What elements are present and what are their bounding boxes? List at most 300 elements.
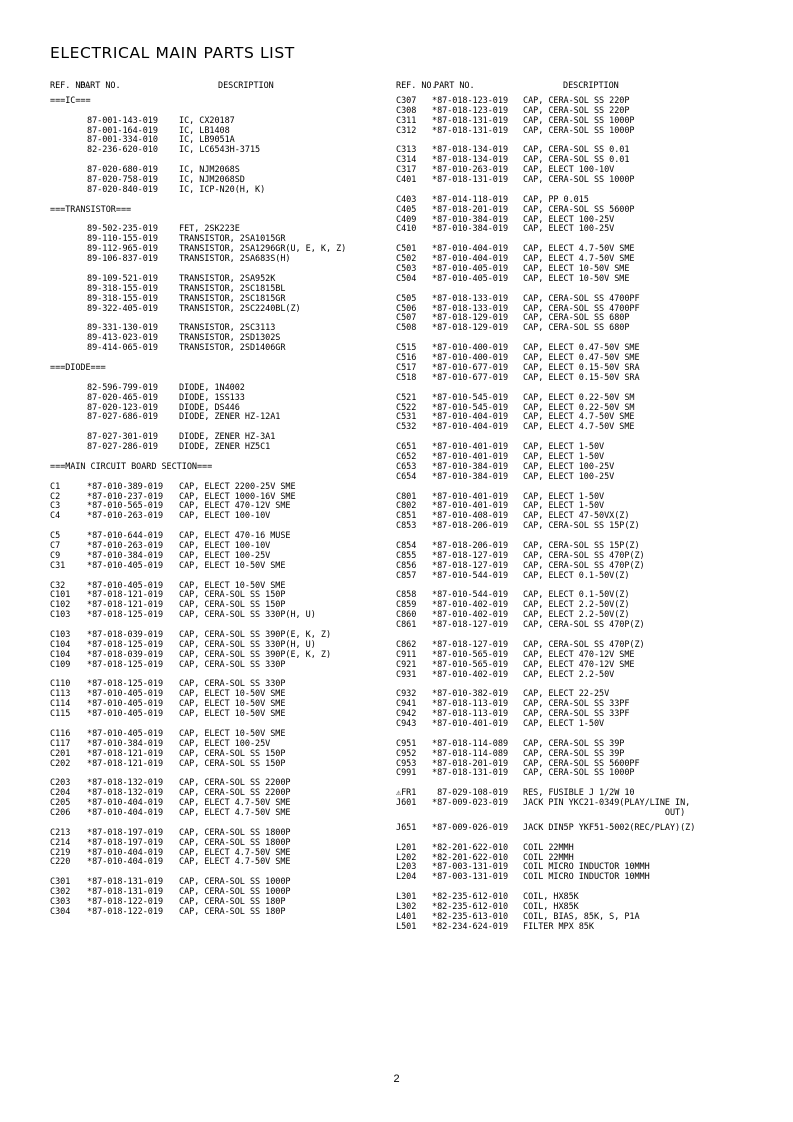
ref-no: C521 — [396, 392, 417, 403]
part-description: CAP, ELECT 10-50V SME — [179, 709, 286, 720]
ref-no: C201 — [50, 748, 71, 759]
part-description: CAP, CERA-SOL SS 2200P — [179, 778, 291, 789]
part-description: JACK PIN YKC21-0349(PLAY/LINE IN, — [523, 798, 691, 809]
part-no: *87-018-132-019 — [87, 788, 164, 799]
ref-no: C857 — [396, 570, 417, 581]
part-description: TRANSISTOR, 2SD1406GR — [179, 343, 286, 354]
ref-no: C117 — [50, 738, 71, 749]
ref-no: C991 — [396, 768, 417, 779]
part-description: CAP, CERA-SOL SS 220P — [523, 105, 630, 116]
ref-no: C932 — [396, 689, 417, 700]
ref-no: C516 — [396, 353, 417, 364]
ref-no: C409 — [396, 214, 417, 225]
parts-list-row — [396, 809, 756, 819]
ref-no: C103 — [50, 629, 71, 640]
part-no: *87-018-125-019 — [87, 639, 164, 650]
part-description: DIODE, 1N4002 — [179, 382, 245, 393]
part-description: CAP, CERA-SOL SS 39P — [523, 738, 625, 749]
part-description: CAP, ELECT 2.2-50V(Z) — [523, 600, 630, 611]
part-no: 89-502-235-019 — [87, 224, 158, 235]
part-no: *87-010-565-019 — [432, 649, 509, 660]
ref-no: C303 — [50, 897, 71, 908]
ref-no: C504 — [396, 273, 417, 284]
part-description: CAP, ELECT 10-50V SME — [179, 699, 286, 710]
part-description: CAP, CERA-SOL SS 0.01 — [523, 145, 630, 156]
ref-no: L203 — [396, 862, 417, 873]
parts-list-row — [50, 186, 390, 196]
ref-no: C522 — [396, 402, 417, 413]
part-description: CAP, ELECT 0.1-50V(Z) — [523, 570, 630, 581]
part-description: CAP, CERA-SOL SS 1800P — [179, 827, 291, 838]
ref-no: C401 — [396, 175, 417, 186]
part-no: *87-018-201-019 — [432, 204, 509, 215]
parts-list-row — [50, 146, 390, 156]
part-description: CAP, ELECT 0.15-50V SRA — [523, 372, 640, 383]
part-description: TRANSISTOR, 2SA1296GR(U, E, K, Z) — [179, 244, 347, 255]
ref-no: C103 — [50, 610, 71, 621]
part-description: CAP, ELECT 470-12V SME — [523, 659, 635, 670]
part-no: *87-010-405-019 — [87, 728, 164, 739]
page-title: ELECTRICAL MAIN PARTS LIST — [50, 44, 295, 62]
ref-no: C532 — [396, 422, 417, 433]
part-no: 87-020-840-019 — [87, 184, 158, 195]
column-header — [396, 82, 756, 92]
ref-no: C501 — [396, 244, 417, 255]
parts-list-row — [396, 473, 756, 483]
part-description: COIL 22MMH — [523, 842, 574, 853]
ref-no: C219 — [50, 847, 71, 858]
ref-no: C311 — [396, 115, 417, 126]
part-no: *87-010-404-019 — [432, 412, 509, 423]
parts-list-row — [50, 413, 390, 423]
part-no: *87-018-122-019 — [87, 897, 164, 908]
parts-list-row — [50, 305, 390, 315]
ref-no: C220 — [50, 857, 71, 868]
ref-no: C942 — [396, 709, 417, 720]
part-description: CAP, CERA-SOL SS 150P — [179, 590, 286, 601]
part-no: *87-010-405-019 — [87, 560, 164, 571]
part-no: 87-029-108-019 — [432, 788, 509, 799]
parts-list-row — [396, 720, 756, 730]
part-no: *87-010-405-019 — [87, 699, 164, 710]
part-description: DIODE, ZENER HZ-12A1 — [179, 412, 281, 423]
part-no: 87-027-686-019 — [87, 412, 158, 423]
ref-no: J651 — [396, 822, 417, 833]
part-description: CAP, ELECT 2.2-50V(Z) — [523, 610, 630, 621]
ref-no: C931 — [396, 669, 417, 680]
ref-no: L401 — [396, 911, 417, 922]
part-no: 89-318-155-019 — [87, 293, 158, 304]
part-no: *87-010-402-019 — [432, 669, 509, 680]
part-no: 89-331-130-019 — [87, 323, 158, 334]
parts-list-row — [50, 661, 390, 671]
parts-list-row — [50, 710, 390, 720]
part-description: CAP, ELECT 4.7-50V SME — [523, 422, 635, 433]
part-description: CAP, CERA-SOL SS 33PF — [523, 699, 630, 710]
part-no: 89-413-023-019 — [87, 333, 158, 344]
part-no: 82-236-620-010 — [87, 145, 158, 156]
ref-no: C115 — [50, 709, 71, 720]
parts-list-row — [50, 611, 390, 621]
part-no: *87-018-131-019 — [432, 768, 509, 779]
part-description: CAP, ELECT 100-25V — [523, 471, 615, 482]
part-description: CAP, CERA-SOL SS 470P(Z) — [523, 560, 645, 571]
part-description: CAP, ELECT 1-50V — [523, 501, 605, 512]
section-heading: ===IC=== — [50, 95, 91, 106]
section-heading: ===TRANSISTOR=== — [50, 204, 132, 215]
part-no: *87-018-039-019 — [87, 649, 164, 660]
part-description: CAP, ELECT 100-25V — [523, 461, 615, 472]
ref-no: C313 — [396, 145, 417, 156]
part-description: CAP, CERA-SOL SS 390P(E, K, Z) — [179, 629, 332, 640]
description-header: DESCRIPTION — [218, 81, 274, 91]
parts-list-row — [50, 760, 390, 770]
part-no: *87-010-565-019 — [87, 501, 164, 512]
ref-no: C110 — [50, 679, 71, 690]
part-description: CAP, ELECT 4.7-50V SME — [179, 798, 291, 809]
part-no: *87-010-384-019 — [432, 461, 509, 472]
part-no: *87-010-545-019 — [432, 392, 509, 403]
part-description: CAP, ELECT 100-25V — [179, 550, 271, 561]
part-description: DIODE, 1SS133 — [179, 392, 245, 403]
ref-no: ⚠FR1 — [396, 788, 417, 799]
part-description: CAP, CERA-SOL SS 330P(H, U) — [179, 610, 316, 621]
part-description: DIODE, ZENER HZ-3A1 — [179, 432, 276, 443]
ref-no: C203 — [50, 778, 71, 789]
part-no: *87-018-129-019 — [432, 323, 509, 334]
ref-no: C858 — [396, 590, 417, 601]
part-no: *87-018-131-019 — [432, 175, 509, 186]
part-no: *87-009-023-019 — [432, 798, 509, 809]
part-description: CAP, ELECT 2200-25V SME — [179, 481, 296, 492]
ref-no: C951 — [396, 738, 417, 749]
ref-no-header: REF. NO. — [50, 81, 91, 91]
ref-no: C506 — [396, 303, 417, 314]
part-no: *87-018-133-019 — [432, 303, 509, 314]
parts-list-row — [396, 671, 756, 681]
ref-no: C104 — [50, 639, 71, 650]
part-no: *87-010-400-019 — [432, 343, 509, 354]
part-no: *87-018-122-019 — [87, 906, 164, 917]
description-header: DESCRIPTION — [563, 81, 619, 91]
part-no: *87-010-544-019 — [432, 590, 509, 601]
ref-no: C2 — [50, 491, 61, 502]
part-no: *87-018-121-019 — [87, 600, 164, 611]
part-description: IC, LC6543H-3715 — [179, 145, 261, 156]
parts-list-row — [396, 824, 756, 834]
ref-no: C652 — [396, 451, 417, 462]
ref-no: C101 — [50, 590, 71, 601]
part-description: CAP, CERA-SOL SS 4700PF — [523, 293, 640, 304]
part-description: TRANSISTOR, 2SD1302S — [179, 333, 281, 344]
part-no: *82-235-612-010 — [432, 892, 509, 903]
part-description: CAP, ELECT 1-50V — [523, 491, 605, 502]
part-no: *87-018-127-019 — [432, 550, 509, 561]
part-description: CAP, CERA-SOL SS 180P — [179, 906, 286, 917]
ref-no: C202 — [50, 758, 71, 769]
part-no: *87-010-404-019 — [87, 798, 164, 809]
part-no: *87-010-404-019 — [87, 808, 164, 819]
part-no: 87-027-301-019 — [87, 432, 158, 443]
part-description: CAP, CERA-SOL SS 150P — [179, 600, 286, 611]
ref-no: C5 — [50, 531, 61, 542]
part-no: *87-018-039-019 — [87, 629, 164, 640]
parts-list-row — [396, 769, 756, 779]
column-header — [50, 82, 390, 92]
ref-no: C308 — [396, 105, 417, 116]
part-no: 87-001-164-019 — [87, 125, 158, 136]
part-no: 89-110-155-019 — [87, 234, 158, 245]
part-no: *87-010-384-019 — [432, 224, 509, 235]
part-description: CAP, ELECT 0.47-50V SME — [523, 343, 640, 354]
part-description: TRANSISTOR, 2SA683S(H) — [179, 254, 291, 265]
part-description: CAP, CERA-SOL SS 680P — [523, 313, 630, 324]
part-no: 87-001-334-010 — [87, 135, 158, 146]
part-description: CAP, ELECT 0.1-50V(Z) — [523, 590, 630, 601]
ref-no: C503 — [396, 264, 417, 275]
ref-no: C502 — [396, 254, 417, 265]
ref-no: C515 — [396, 343, 417, 354]
part-no: *87-010-405-019 — [87, 580, 164, 591]
ref-no: C31 — [50, 560, 66, 571]
parts-list-row — [50, 512, 390, 522]
part-description: CAP, ELECT 0.22-50V SM — [523, 392, 635, 403]
part-description: TRANSISTOR, 2SC2240BL(Z) — [179, 303, 301, 314]
part-description: CAP, ELECT 10-50V SME — [179, 580, 286, 591]
part-no: 89-106-837-019 — [87, 254, 158, 265]
part-no: *87-018-132-019 — [87, 778, 164, 789]
part-description: CAP, CERA-SOL SS 1000P — [179, 887, 291, 898]
ref-no: C214 — [50, 837, 71, 848]
part-no: *87-010-405-019 — [432, 273, 509, 284]
part-description: CAP, ELECT 47-50VX(Z) — [523, 511, 630, 522]
parts-list-row — [396, 621, 756, 631]
part-description: CAP, ELECT 470-16 MUSE — [179, 531, 291, 542]
part-description: OUT) — [523, 808, 686, 819]
ref-no: C302 — [50, 887, 71, 898]
part-description: CAP, CERA-SOL SS 4700PF — [523, 303, 640, 314]
part-description: COIL MICRO INDUCTOR 10MMH — [523, 872, 650, 883]
ref-no: C651 — [396, 442, 417, 453]
ref-no: C654 — [396, 471, 417, 482]
part-description: CAP, CERA-SOL SS 2200P — [179, 788, 291, 799]
part-description: CAP, CERA-SOL SS 15P(Z) — [523, 521, 640, 532]
part-no: 89-109-521-019 — [87, 273, 158, 284]
part-no: *87-010-404-019 — [87, 857, 164, 868]
part-no: *87-018-127-019 — [432, 560, 509, 571]
part-no: *87-018-206-019 — [432, 521, 509, 532]
part-no: *82-201-622-010 — [432, 842, 509, 853]
ref-no: C317 — [396, 165, 417, 176]
parts-list-row — [50, 809, 390, 819]
part-description: CAP, ELECT 470-12V SME — [179, 501, 291, 512]
part-description: COIL, BIAS, 85K, S, P1A — [523, 911, 640, 922]
part-no: *87-010-544-019 — [432, 570, 509, 581]
part-description: TRANSISTOR, 2SA952K — [179, 273, 276, 284]
part-no: *87-010-401-019 — [432, 719, 509, 729]
part-no: *87-018-121-019 — [87, 590, 164, 601]
parts-column-left — [50, 82, 390, 918]
ref-no: C507 — [396, 313, 417, 324]
part-description: CAP, ELECT 1-50V — [523, 451, 605, 462]
part-description: COIL MICRO INDUCTOR 10MMH — [523, 862, 650, 873]
part-description: CAP, ELECT 100-25V — [523, 214, 615, 225]
part-no: *87-018-133-019 — [432, 293, 509, 304]
part-no: *87-010-405-019 — [87, 689, 164, 700]
ref-no: C861 — [396, 620, 417, 631]
ref-no: C206 — [50, 808, 71, 819]
part-description: CAP, ELECT 10-50V SME — [179, 689, 286, 700]
part-no: *87-010-405-019 — [432, 264, 509, 275]
part-no: *87-003-131-019 — [432, 872, 509, 883]
part-description: IC, LB1408 — [179, 125, 230, 136]
ref-no: C213 — [50, 827, 71, 838]
ref-no: C517 — [396, 362, 417, 373]
part-no: *87-010-408-019 — [432, 511, 509, 522]
part-description: CAP, CERA-SOL SS 180P — [179, 897, 286, 908]
ref-no: C505 — [396, 293, 417, 304]
parts-list-row — [50, 908, 390, 918]
part-description: CAP, ELECT 4.7-50V SME — [523, 254, 635, 265]
ref-no: C3 — [50, 501, 61, 512]
ref-no: J601 — [396, 798, 417, 809]
parts-list-row — [396, 127, 756, 137]
part-description: CAP, ELECT 2.2-50V — [523, 669, 615, 680]
parts-list-row — [396, 275, 756, 285]
part-description: IC, NJM2068S — [179, 165, 240, 176]
ref-no: L301 — [396, 892, 417, 903]
part-no: *87-010-384-019 — [87, 738, 164, 749]
part-description: CAP, CERA-SOL SS 1000P — [179, 877, 291, 888]
ref-no: L202 — [396, 852, 417, 863]
part-description: COIL, HX85K — [523, 902, 579, 913]
ref-no: C911 — [396, 649, 417, 660]
ref-no: C941 — [396, 699, 417, 710]
part-no-header: PART NO. — [434, 81, 475, 91]
part-no: *87-010-545-019 — [432, 402, 509, 413]
ref-no: C113 — [50, 689, 71, 700]
part-description: COIL, HX85K — [523, 892, 579, 903]
part-description: CAP, PP 0.015 — [523, 194, 589, 205]
ref-no: C952 — [396, 748, 417, 759]
part-description: CAP, CERA-SOL SS 1000P — [523, 115, 635, 126]
ref-no: C508 — [396, 323, 417, 334]
part-description: CAP, ELECT 4.7-50V SME — [523, 244, 635, 255]
part-description: FILTER MPX 85K — [523, 921, 594, 932]
part-no: *82-235-613-010 — [432, 911, 509, 922]
part-no: 87-027-286-019 — [87, 442, 158, 453]
part-description: CAP, ELECT 100-10V — [179, 540, 271, 551]
part-description: CAP, ELECT 4.7-50V SME — [179, 808, 291, 819]
part-no: *87-018-125-019 — [87, 659, 164, 670]
part-description: CAP, CERA-SOL SS 470P(Z) — [523, 550, 645, 561]
part-no: *87-010-384-019 — [432, 471, 509, 482]
part-no: *87-018-113-019 — [432, 699, 509, 710]
parts-list-row — [396, 374, 756, 384]
part-no: *87-018-121-019 — [87, 758, 164, 769]
part-description: CAP, ELECT 0.15-50V SRA — [523, 362, 640, 373]
part-description: CAP, ELECT 1-50V — [523, 442, 605, 453]
parts-list-row — [396, 923, 756, 933]
parts-list-row — [50, 562, 390, 572]
part-no: *87-010-382-019 — [432, 689, 509, 700]
part-description: CAP, CERA-SOL SS 470P(Z) — [523, 639, 645, 650]
part-description: IC, LB9051A — [179, 135, 235, 146]
part-no: *87-010-677-019 — [432, 362, 509, 373]
part-no: *87-018-114-089 — [432, 748, 509, 759]
part-no: *87-018-131-019 — [87, 887, 164, 898]
part-no: *87-010-401-019 — [432, 501, 509, 512]
part-no: *87-010-565-019 — [432, 659, 509, 670]
part-no: 89-112-965-019 — [87, 244, 158, 255]
part-description: CAP, ELECT 4.7-50V SME — [179, 857, 291, 868]
part-no: 89-318-155-019 — [87, 283, 158, 294]
part-description: CAP, CERA-SOL SS 39P — [523, 748, 625, 759]
part-description: CAP, ELECT 1000-16V SME — [179, 491, 296, 502]
ref-no: C410 — [396, 224, 417, 235]
part-description: CAP, ELECT 100-25V — [523, 224, 615, 235]
part-description: CAP, CERA-SOL SS 15P(Z) — [523, 540, 640, 551]
part-no: *87-010-404-019 — [432, 422, 509, 433]
part-no: 87-020-680-019 — [87, 165, 158, 176]
part-no: *87-009-026-019 — [432, 822, 509, 833]
ref-no: C304 — [50, 906, 71, 917]
ref-no: C860 — [396, 610, 417, 621]
part-description: CAP, CERA-SOL SS 470P(Z) — [523, 620, 645, 631]
part-description: CAP, CERA-SOL SS 1000P — [523, 768, 635, 779]
part-no: *87-010-401-019 — [432, 442, 509, 453]
parts-list-row — [396, 873, 756, 883]
part-description: CAP, ELECT 10-50V SME — [179, 728, 286, 739]
part-description: CAP, CERA-SOL SS 330P(H, U) — [179, 639, 316, 650]
ref-no: C9 — [50, 550, 61, 561]
parts-list-row — [50, 344, 390, 354]
part-description: CAP, CERA-SOL SS 5600P — [523, 204, 635, 215]
parts-list-row — [396, 423, 756, 433]
ref-no: C4 — [50, 511, 61, 522]
part-no: *87-010-677-019 — [432, 372, 509, 383]
ref-no: L204 — [396, 872, 417, 883]
ref-no-header: REF. NO. — [396, 81, 437, 91]
part-description: CAP, CERA-SOL SS 390P(E, K, Z) — [179, 649, 332, 660]
part-description: DIODE, DS446 — [179, 402, 240, 413]
parts-list-row — [396, 176, 756, 186]
part-no: *87-010-237-019 — [87, 491, 164, 502]
ref-no: C943 — [396, 719, 417, 729]
ref-no: C855 — [396, 550, 417, 561]
ref-no: C859 — [396, 600, 417, 611]
ref-no: C403 — [396, 194, 417, 205]
part-no: *87-018-127-019 — [432, 639, 509, 650]
part-description: CAP, ELECT 22-25V — [523, 689, 610, 700]
part-description: CAP, CERA-SOL SS 150P — [179, 748, 286, 759]
part-no: *87-010-384-019 — [87, 550, 164, 561]
part-no: *82-235-612-010 — [432, 902, 509, 913]
ref-no: C854 — [396, 540, 417, 551]
part-description: FET, 2SK223E — [179, 224, 240, 235]
part-description: CAP, CERA-SOL SS 330P — [179, 659, 286, 670]
part-no: 82-596-799-019 — [87, 382, 158, 393]
part-description: CAP, CERA-SOL SS 0.01 — [523, 155, 630, 166]
part-no: *87-010-404-019 — [87, 847, 164, 858]
part-no: 89-414-065-019 — [87, 343, 158, 354]
parts-list-row — [50, 858, 390, 868]
part-description: CAP, ELECT 100-10V — [523, 165, 615, 176]
ref-no: C114 — [50, 699, 71, 710]
part-no: *87-010-404-019 — [432, 254, 509, 265]
part-description: CAP, ELECT 10-50V SME — [523, 273, 630, 284]
part-no: *87-018-125-019 — [87, 679, 164, 690]
